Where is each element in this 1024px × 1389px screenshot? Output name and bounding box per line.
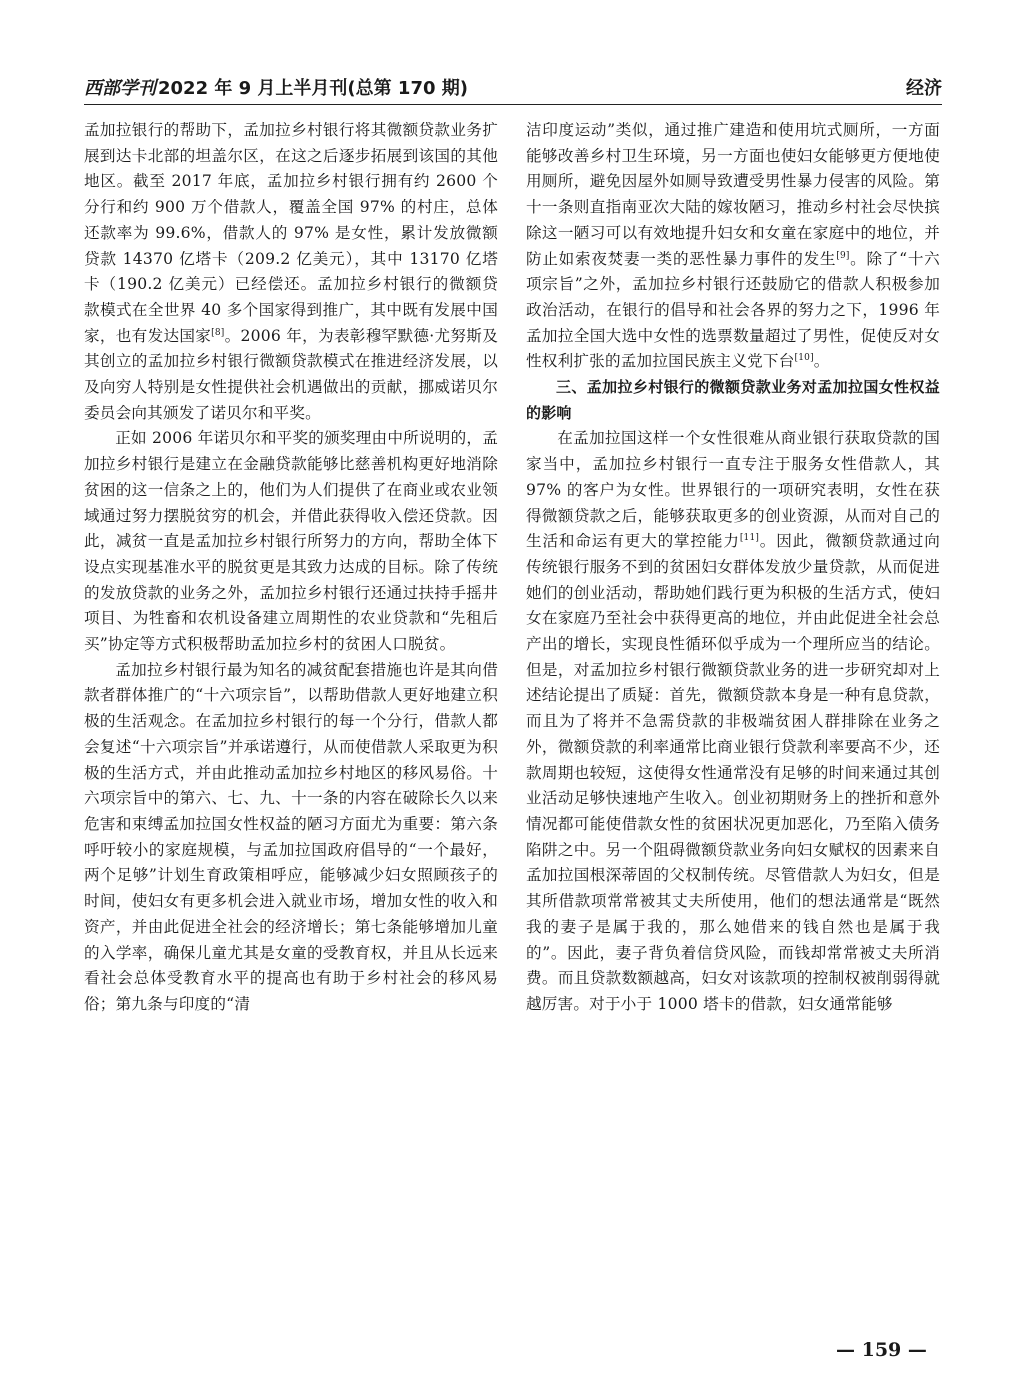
text: 。 — [813, 352, 830, 371]
text: 孟加拉银行的帮助下，孟加拉乡村银行将其微额贷款业务扩展到达卡北部的坦盖尔区，在这之后逐步拓展到该国的其他地区。截至 2017 年底，孟加拉乡村银行拥有约 2600 个分行和约 900 万个借款人，覆盖全国 97% 的村庄，总体还款率为 99.6%，借款人的 97% 是女性，累计发放微额贷款 14370 亿塔卡（209.2 亿美元），其中 13170 亿塔卡（190.2 亿美元）已经偿还。孟加拉乡村银行的微额贷款模式在全世界 40 多个国家得到推广，其中既有发展中国家，也有发达国家 — [84, 121, 498, 345]
page-number: — 159 — — [836, 1339, 927, 1361]
issue-info: 2022 年 9 月上半月刊(总第 170 期) — [158, 78, 468, 99]
paragraph: 正如 2006 年诺贝尔和平奖的颁奖理由中所说明的，孟加拉乡村银行是建立在金融贷款能够比慈善机构更好地消除贫困的这一信条之上的，他们为人们提供了在商业或农业领域通过努力摆脱贫穷的机会，并借此获得收入偿还贷款。因此，减贫一直是孟加拉乡村银行所努力的方向，帮助全体下设点实现基准水平的脱贫更是其致力达成的目标。除了传统的发放贷款的业务之外，孟加拉乡村银行还通过扶持手摇井项目、为牲畜和农机设备建立周期性的农业贷款和“先租后买”协定等方式积极帮助孟加拉乡村的贫困人口脱贫。 — [84, 429, 498, 654]
section-name: 经济 — [906, 78, 942, 99]
citation: [9] — [836, 250, 850, 261]
paragraph: 孟加拉乡村银行最为知名的减贫配套措施也许是其向借款者群体推广的“十六项宗旨”，以帮助借款人更好地建立积极的生活观念。在孟加拉乡村银行的每一个分行，借款人都会复述“十六项宗旨”并承诺遵行，从而使借款人采取更为积极的生活方式，并由此推动孟加拉乡村地区的移风易俗。十六项宗旨中的第六、七、九、十一条的内容在破除长久以来危害和束缚孟加拉国女性权益的陋习方面尤为重要：第六条呼吁较小的家庭规模，与孟加拉国政府倡导的“一个最好，两个足够”计划生育政策相呼应，能够减少妇女照顾孩子的时间，使妇女有更多机会进入就业市场，增加女性的收入和资产，并由此促进全社会的经济增长；第七条能够增加儿童的入学率，确保儿童尤其是女童的受教育权，并且从长远来看社会总体受教育水平的提高也有助于乡村社会的移风易俗；第九条与印度的“清 — [84, 660, 498, 1013]
section-heading: 三、孟加拉乡村银行的微额贷款业务对孟加拉国女性权益的影响 — [526, 378, 940, 422]
text: 洁印度运动”类似，通过推广建造和使用坑式厕所，一方面能够改善乡村卫生环境，另一方面也使妇女能够更方便地使用厕所，避免因屋外如厕导致遭受男性暴力侵害的风险。第十一条则直指南亚次大陆的嫁妆陋习，推动乡村社会尽快摈除这一陋习可以有效地提升妇女和女童在家庭中的地位，并防止如索夜焚妻一类的恶性暴力事件的发生 — [526, 121, 940, 268]
header-rule — [84, 104, 942, 105]
text: 。2006 年，为表彰穆罕默德·尤努斯及其创立的孟加拉乡村银行微额贷款模式在推进经济发展，以及向穷人特别是女性提供社会机遇做出的贡献，挪威诺贝尔委员会向其颁发了诺贝尔和平奖。 — [84, 326, 498, 422]
right-column — [526, 118, 940, 1018]
text: 。除了“十六项宗旨”之外，孟加拉乡村银行还鼓励它的借款人积极参加政治活动，在银行的倡导和社会各界的努力之下，1996 年孟加拉全国大选中女性的选票数量超过了男性，促使反对女性权利扩张的孟加拉国民族主义党下台 — [526, 249, 940, 371]
running-header — [84, 72, 942, 104]
citation: [10] — [794, 353, 814, 364]
citation: [8] — [211, 327, 225, 338]
paragraph — [526, 118, 940, 375]
journal-issue-line — [84, 74, 468, 100]
journal-logo: 西部学刊 — [84, 78, 156, 99]
left-column — [84, 118, 498, 1018]
text: 在孟加拉国这样一个女性很难从商业银行获取贷款的国家当中，孟加拉乡村银行一直专注于服务女性借款人，其 97% 的客户为女性。世界银行的一项研究表明，女性在获得微额贷款之后，能够获取更多的创业资源，从而对自己的生活和命运有更大的掌控能力 — [526, 429, 940, 551]
paragraph — [526, 426, 940, 1017]
paragraph — [84, 118, 498, 426]
text: 。因此，微额贷款通过向传统银行服务不到的贫困妇女群体发放少量贷款，从而促进她们的创业活动，帮助她们践行更为积极的生活方式，使妇女在家庭乃至社会中获得更高的地位，并由此促进全社会总产出的增长，实现良性循环似乎成为一个理所应当的结论。但是，对孟加拉乡村银行微额贷款业务的进一步研究却对上述结论提出了质疑：首先，微额贷款本身是一种有息贷款，而且为了将并不急需贷款的非极端贫困人群排除在业务之外，微额贷款的利率通常比商业银行贷款利率要高不少，还款周期也较短，这使得女性通常没有足够的时间来通过其创业活动足够快速地产生收入。创业初期财务上的挫折和意外情况都可能使借款女性的贫困状况更加恶化，乃至陷入债务陷阱之中。另一个阻碍微额贷款业务向妇女赋权的因素来自孟加拉国根深蒂固的父权制传统。尽管借款人为妇女，但是其所借款项常常被其丈夫所使用，他们的想法通常是“既然我的妻子是属于我的，那么她借来的钱自然也是属于我的”。因此，妻子背负着信贷风险，而钱却常常被丈夫所消费。而且贷款数额越高，妇女对该款项的控制权被削弱得就越厉害。对于小于 1000 塔卡的借款，妇女通常能够 — [526, 532, 941, 1013]
citation: [11] — [739, 533, 760, 544]
